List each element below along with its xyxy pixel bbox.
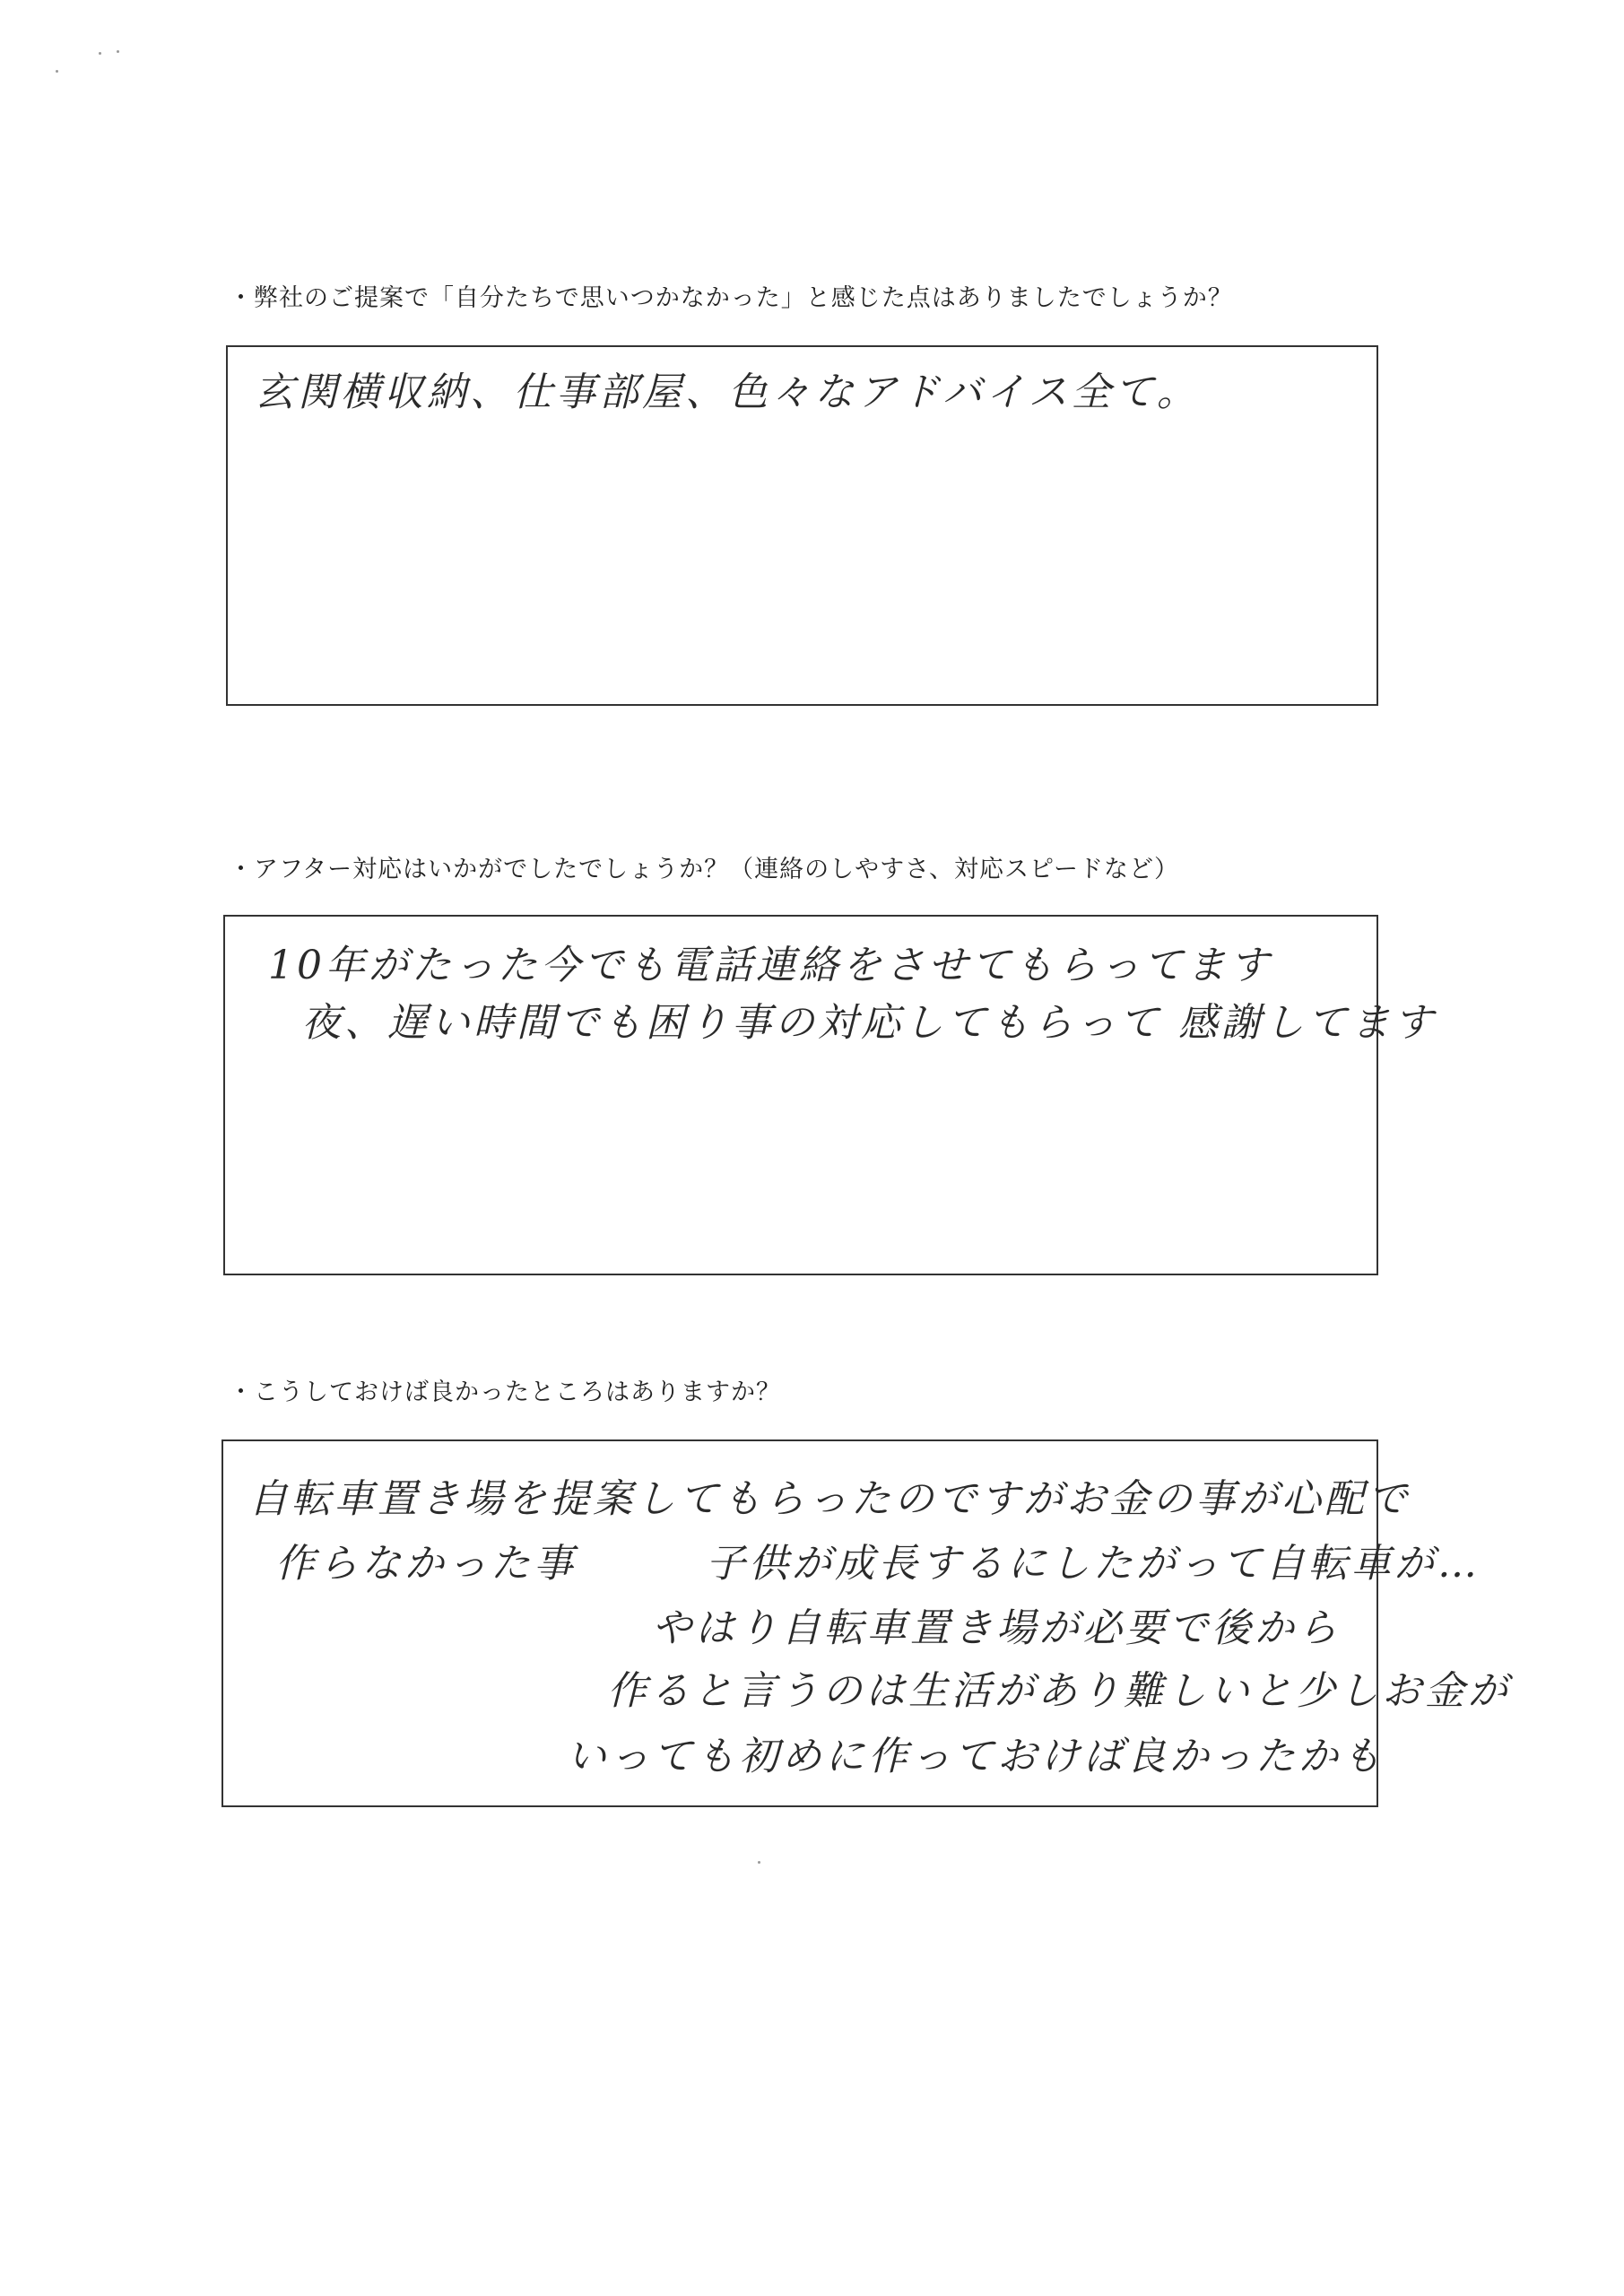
answer-3-line-4: 作ると言うのは生活があり難しいと少しお金が bbox=[607, 1668, 1511, 1714]
answer-3-line-1: 自転車置き場を提案してもらったのですがお金の事が心配で bbox=[248, 1476, 1411, 1522]
answer-box-3 bbox=[221, 1439, 1511, 1807]
question-2: ・アフター対応はいかがでしたでしょうか？（連絡のしやすさ、対応スピードなど） bbox=[229, 856, 1179, 883]
scan-speck bbox=[117, 50, 119, 53]
scan-speck bbox=[99, 52, 101, 55]
answer-box-1 bbox=[226, 345, 1378, 706]
answer-1-line-1: 玄関横収納、仕事部屋、色々なアドバイス全て。 bbox=[255, 370, 1200, 415]
answer-3-line-2: 作らなかった事 子供が成長するにしたがって自転車が… bbox=[275, 1541, 1481, 1587]
answer-3-line-5: いっても初めに作っておけば良かったかも bbox=[567, 1734, 1385, 1779]
question-1: ・弊社のご提案で「自分たちで思いつかなかった」と感じた点はありましたでしょうか？ bbox=[229, 284, 1233, 312]
answer-2-line-1: 10年がたった今でも電話連絡をさせてもらってます bbox=[268, 943, 1272, 988]
scan-speck bbox=[758, 1861, 760, 1864]
answer-3-line-3: やはり自転車置き場が必要で後から bbox=[652, 1605, 1341, 1651]
answer-2-line-2: 夜、遅い時間でも困り事の対応してもらって 感謝してます bbox=[301, 1000, 1437, 1046]
scan-speck bbox=[56, 70, 58, 73]
answer-box-2 bbox=[223, 915, 1437, 1275]
question-3: ・こうしておけば良かったところはありますか？ bbox=[229, 1378, 781, 1406]
